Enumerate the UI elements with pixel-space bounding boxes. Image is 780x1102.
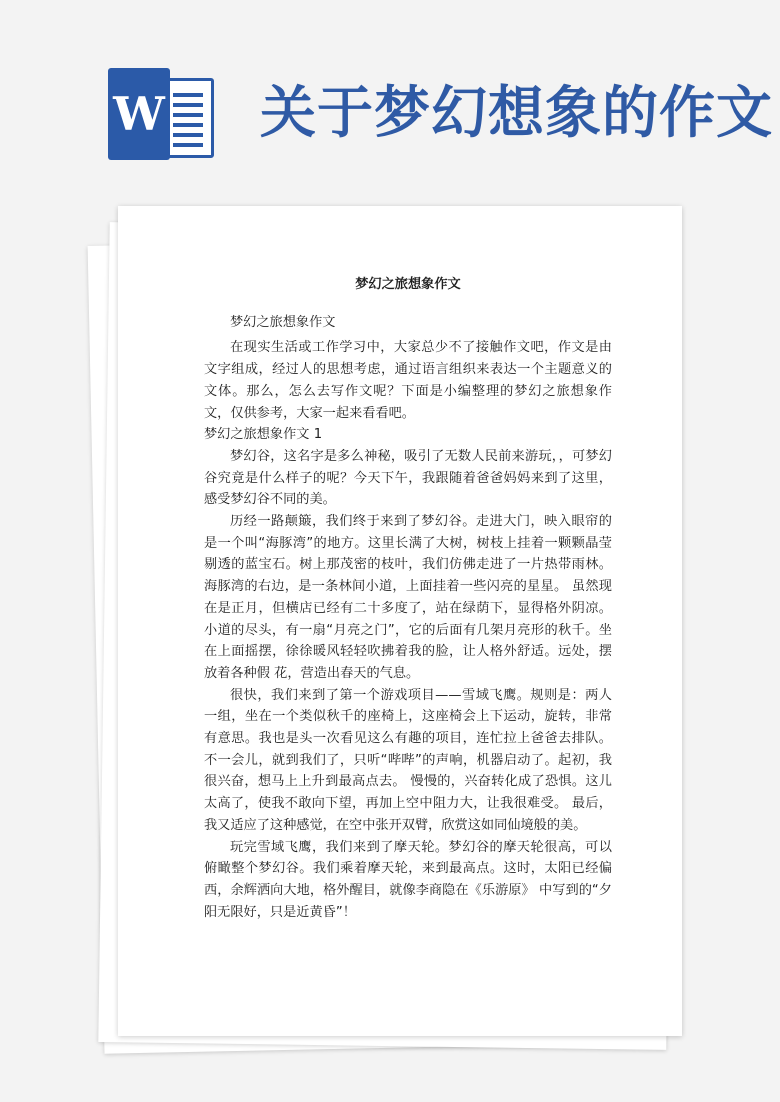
page-title: 关于梦幻想象的作文	[260, 80, 773, 146]
section-heading: 梦幻之旅想象作文 1	[204, 427, 323, 443]
document-subtitle: 梦幻之旅想象作文	[230, 314, 336, 330]
word-logo	[108, 68, 216, 160]
intro-paragraph: 在现实生活或工作学习中，大家总少不了接触作文吧，作文是由文字组成，经过人的思想考虑，通过语言组织来表达一个主题意义的文体。那么，怎么去写作文呢？下面是小编整理的梦幻之旅想象作文，仅供参考，大家一起来看看吧。	[204, 340, 612, 421]
body-paragraph: 梦幻谷，这名字是多么神秘，吸引了无数人民前来游玩，，可梦幻谷究竟是什么样子的呢？今天下午，我跟随着爸爸妈妈来到了这里，感受梦幻谷不同的美。	[204, 448, 612, 508]
document-page	[118, 206, 682, 1036]
document-title: 梦幻之旅想象作文	[355, 277, 461, 292]
body-paragraph: 历经一路颠簸，我们终于来到了梦幻谷。走进大门，映入眼帘的是一个叫“海豚湾”的地方。这里长满了大树，树枝上挂着一颗颗晶莹剔透的蓝宝石。树上那茂密的枝叶，我们仿佛走进了一片热带雨林。海豚湾的右边，是一条林间小道，上面挂着一些闪亮的星星。 虽然现在是正月，但横店已经有二十多度了，站在绿荫下，显得格外阴凉。小道的尽头，有一扇“月亮之门”，它的后面有几架月亮形的秋千。坐在上面摇摆，徐徐暖风轻轻吹拂着我的脸，让人格外舒适。远处，摆放着各种假 花，营造出春天的气息。	[204, 514, 612, 681]
body-paragraph: 很快，我们来到了第一个游戏项目——雪域飞鹰。规则是：两人一组，坐在一个类似秋千的座椅上，这座椅会上下运动，旋转，非常有意思。我也是头一次看见这么有趣的项目，连忙拉上爸爸去排队。不一会儿，就到我们了，只听“哔哔”的声响，机器启动了。起初，我很兴奋，想马上上升到最高点去。 慢慢的，兴奋转化成了恐惧。这儿太高了，使我不敢向下望，再加上空中阻力大，让我很难受。 最后，我又适应了这种感觉，在空中张开双臂，欣赏这如同仙境般的美。	[204, 687, 612, 833]
body-paragraph: 玩完雪域飞鹰，我们来到了摩天轮。梦幻谷的摩天轮很高，可以俯瞰整个梦幻谷。我们乘着摩天轮，来到最高点。这时，太阳已经偏西，余辉洒向大地，格外醒目，就像李商隐在《乐游原》 中写到的“夕阳无限好，只是近黄昏”！	[204, 839, 612, 920]
header-banner	[0, 0, 780, 190]
word-logo-letter: W	[108, 68, 170, 160]
document-content	[204, 274, 612, 923]
